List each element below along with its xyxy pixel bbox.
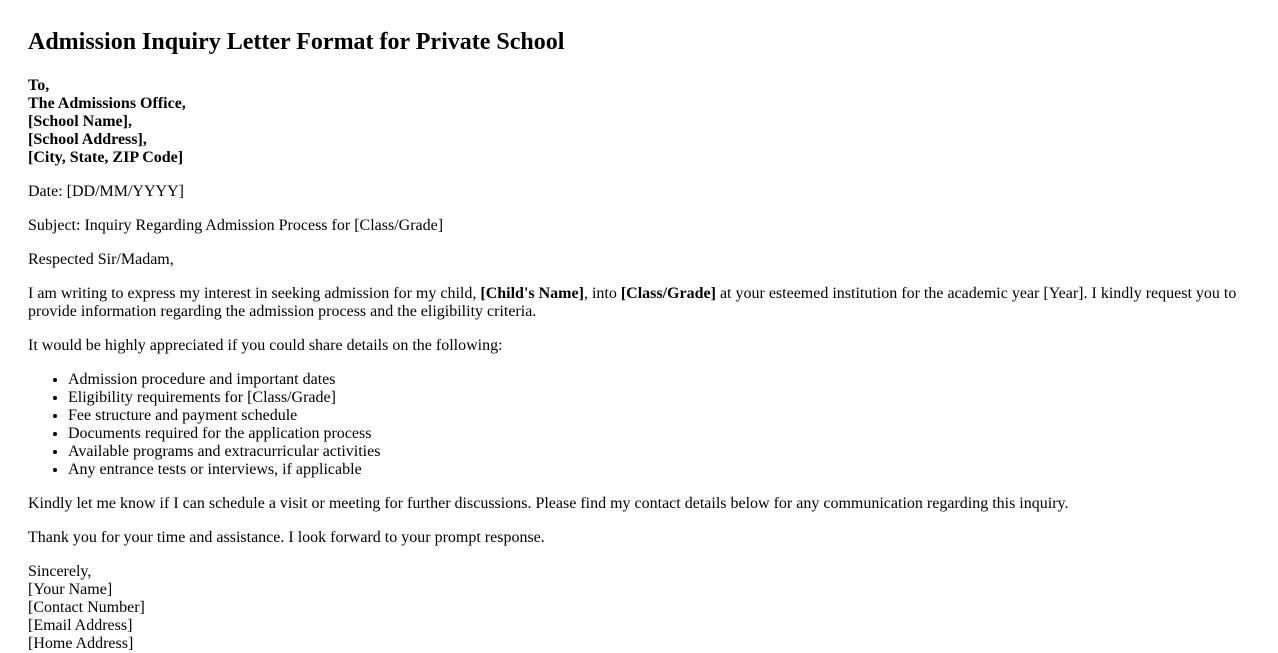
- sender-email: [Email Address]: [28, 617, 133, 634]
- body-1-part-3: at your esteemed institution for the academic year [Year]. I kindly request you to provide information regarding the admission process and the eligibility criteria.: [28, 285, 1237, 320]
- list-item: • Admission procedure and important dates: [68, 371, 1250, 389]
- letter-salutation: Respected Sir/Madam,: [28, 251, 174, 268]
- body-paragraph-3: Kindly let me know if I can schedule a visit or meeting for further discussions. Please find my contact details below for any communication regarding this inquiry.: [28, 495, 1069, 512]
- sender-contact: [Contact Number]: [28, 599, 145, 616]
- body-paragraph-2: It would be highly appreciated if you could share details on the following:: [28, 337, 503, 354]
- list-item: • Any entrance tests or interviews, if applicable: [68, 461, 1250, 479]
- details-list: [28, 371, 1250, 479]
- sender-name: [Your Name]: [28, 581, 113, 598]
- sender-home-address: [Home Address]: [28, 635, 134, 652]
- letter-date: Date: [DD/MM/YYYY]: [28, 183, 184, 200]
- recipient-address: [28, 77, 1250, 167]
- recipient-to: To,: [28, 77, 50, 94]
- recipient-school-address: [School Address],: [28, 131, 147, 148]
- page-title: Admission Inquiry Letter Format for Private School: [28, 29, 565, 55]
- list-item: • Available programs and extracurricular activities: [68, 443, 1250, 461]
- list-item: • Fee structure and payment schedule: [68, 407, 1250, 425]
- recipient-office: The Admissions Office,: [28, 95, 186, 112]
- body-paragraph-1: [28, 285, 1250, 321]
- sign-off: Sincerely,: [28, 563, 92, 580]
- letter-closing: [28, 563, 1250, 653]
- list-item: • Documents required for the application process: [68, 425, 1250, 443]
- letter-subject: Subject: Inquiry Regarding Admission Process for [Class/Grade]: [28, 217, 444, 234]
- list-item: • Eligibility requirements for [Class/Grade]: [68, 389, 1250, 407]
- recipient-city: [City, State, ZIP Code]: [28, 149, 184, 166]
- child-name-placeholder: [Child's Name]: [480, 285, 584, 302]
- recipient-school-name: [School Name],: [28, 113, 132, 130]
- body-1-part-2: , into: [583, 285, 621, 302]
- class-grade-placeholder: [Class/Grade]: [620, 285, 716, 302]
- body-1-part-1: I am writing to express my interest in seeking admission for my child,: [28, 285, 481, 302]
- body-paragraph-4: Thank you for your time and assistance. I look forward to your prompt response.: [28, 529, 545, 546]
